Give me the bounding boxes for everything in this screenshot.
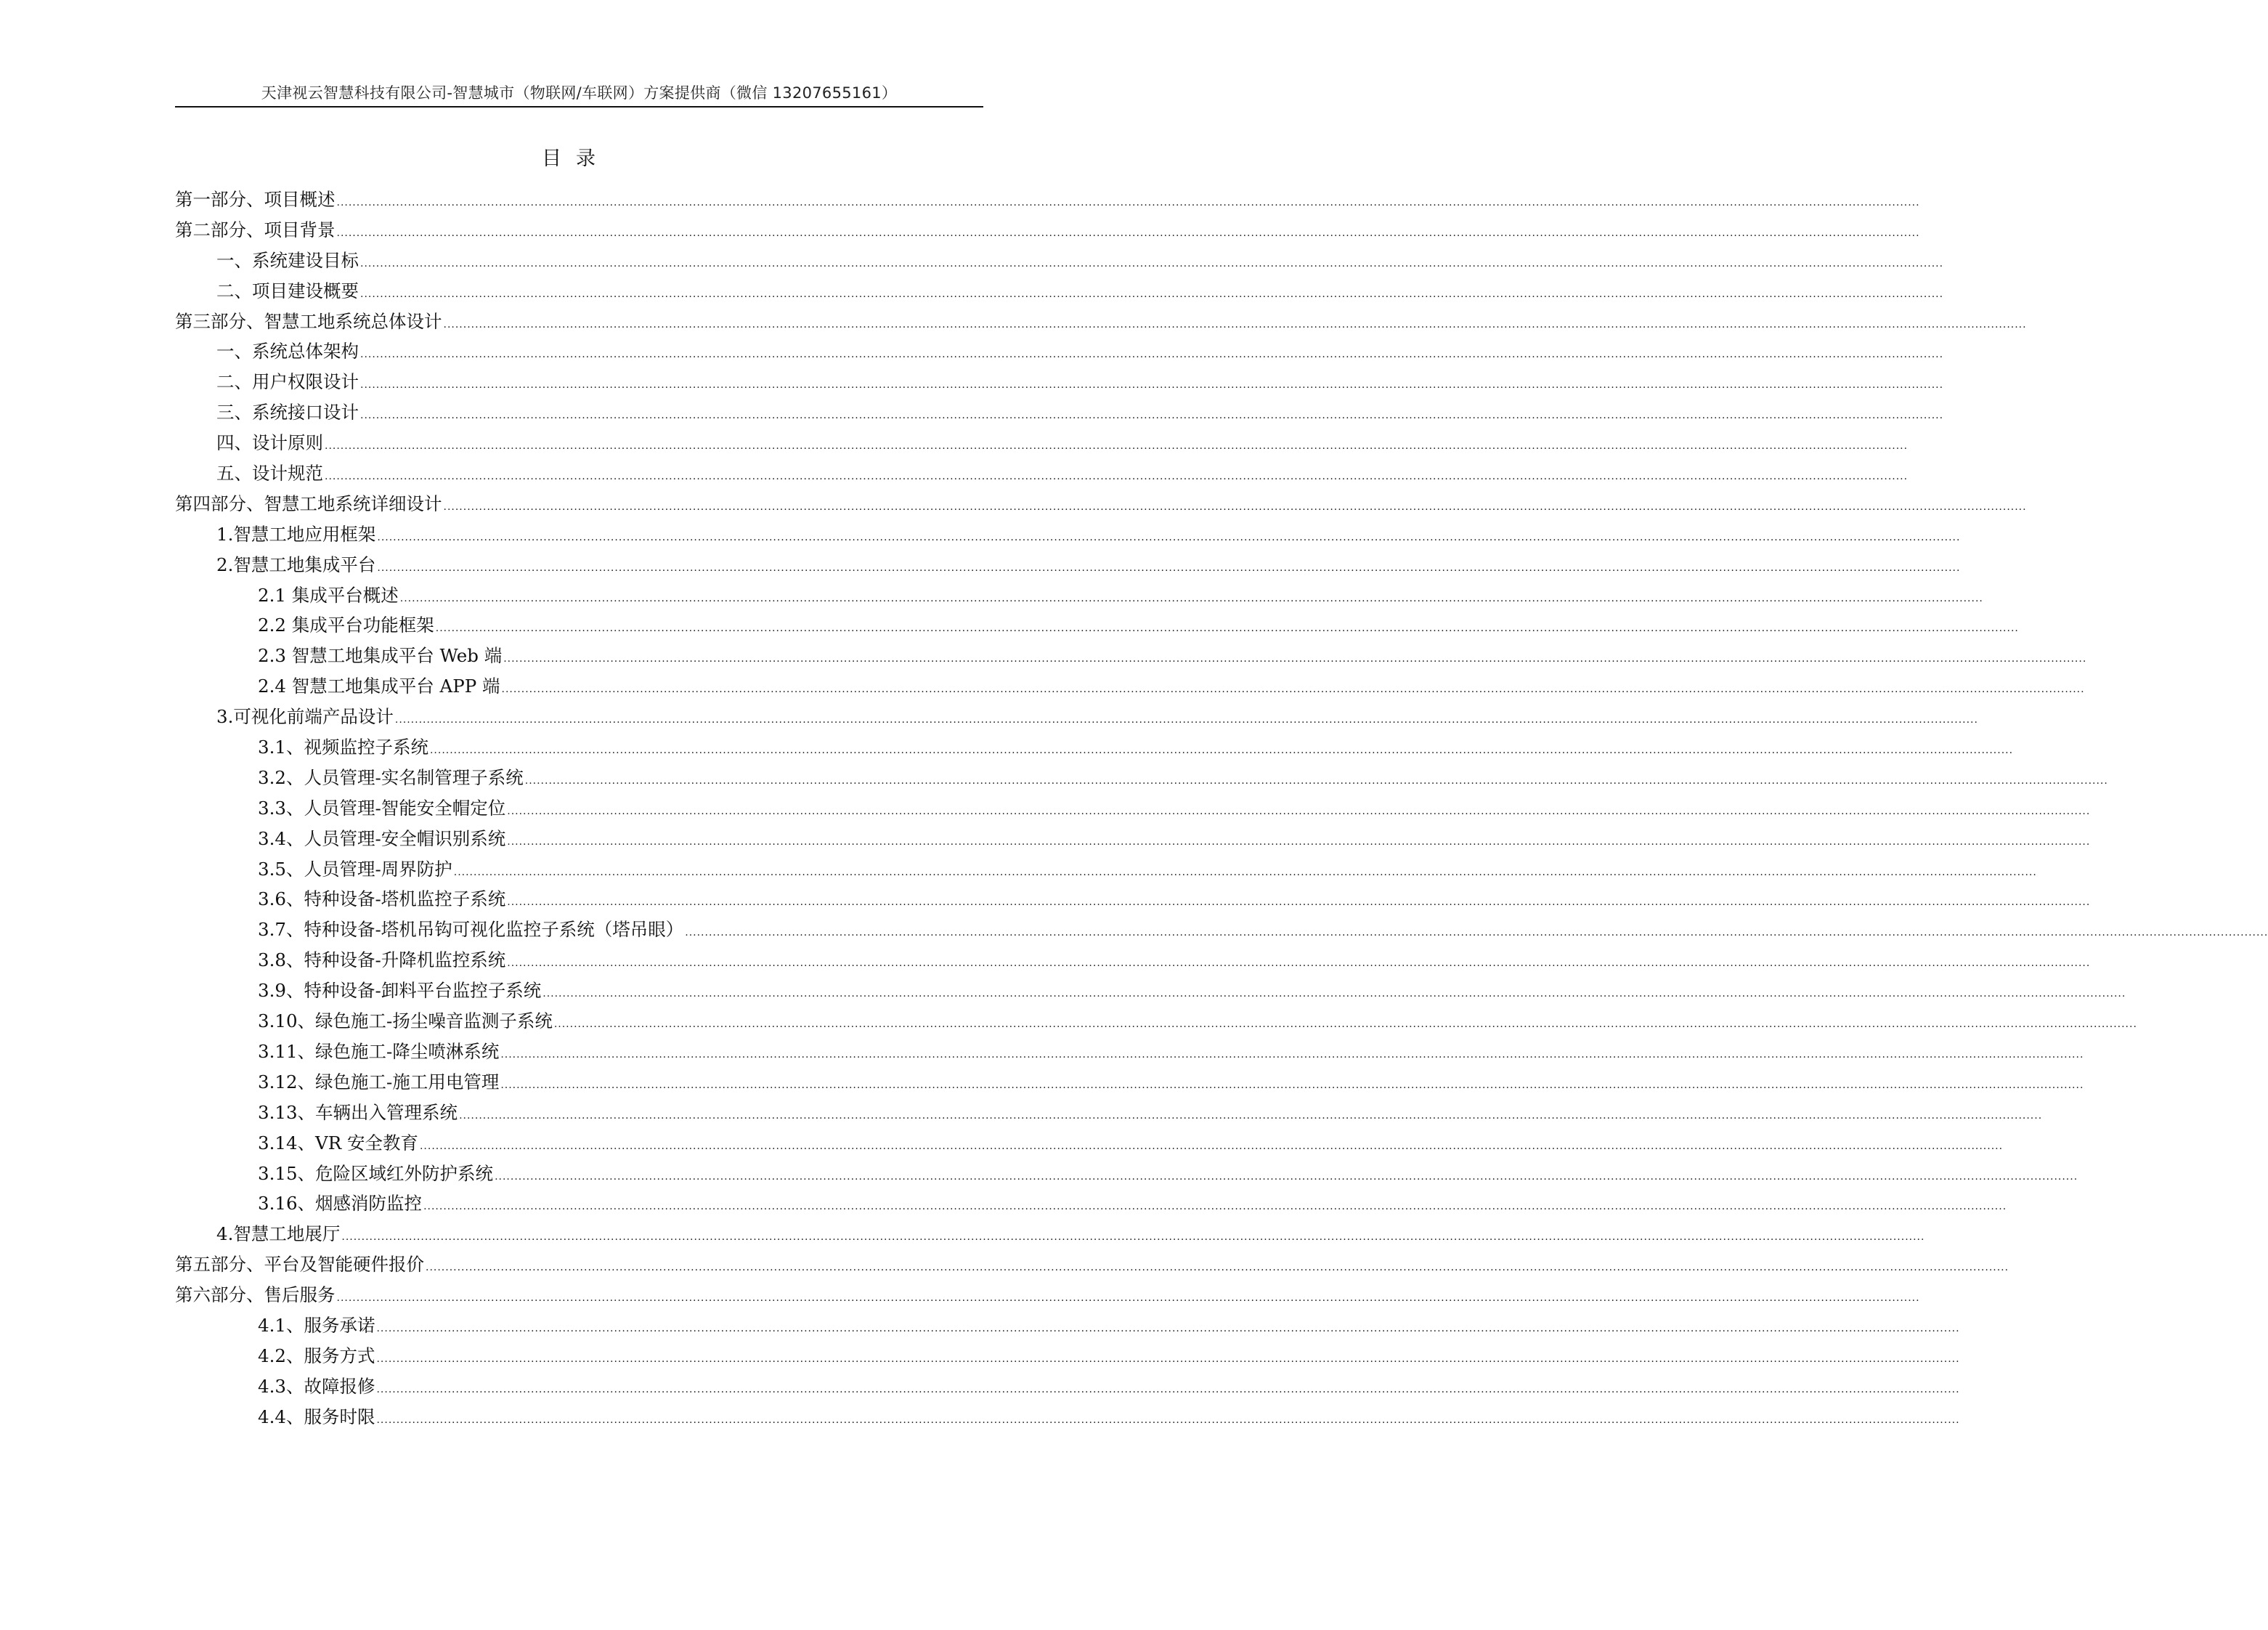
- toc-entry-label: 3.13、车辆出入管理系统: [258, 1101, 458, 1123]
- toc-entry-label: 4.3、故障报修: [258, 1375, 375, 1397]
- dot-leader: ................................................................................................................................................................................................................................................................................................................................................................................................................: [376, 1414, 1960, 1426]
- toc-entry-label: 2.1 集成平台概述: [258, 584, 399, 606]
- dot-leader: ................................................................................................................................................................................................................................................................................................................................................................................................................: [336, 1292, 1920, 1305]
- page-header: 天津视云智慧科技有限公司-智慧城市（物联网/车联网）方案提供商（微信 13207655161）: [261, 84, 898, 102]
- dot-leader: ................................................................................................................................................................................................................................................................................................................................................................................................................: [524, 774, 2108, 787]
- dot-leader: ................................................................................................................................................................................................................................................................................................................................................................................................................: [336, 197, 1920, 208]
- toc-entry-label: 一、系统总体架构: [216, 341, 359, 362]
- dot-leader: ................................................................................................................................................................................................................................................................................................................................................................................................................: [500, 1079, 2084, 1091]
- toc-entry-label: 2.3 智慧工地集成平台 Web 端: [258, 645, 503, 667]
- dot-leader: ................................................................................................................................................................................................................................................................................................................................................................................................................: [542, 988, 2126, 1000]
- dot-leader: ................................................................................................................................................................................................................................................................................................................................................................................................................: [376, 1322, 1960, 1334]
- toc-entry[interactable]: [175, 1220, 1925, 1251]
- toc-entry[interactable]: [175, 460, 1909, 490]
- toc-entry[interactable]: [175, 764, 2108, 795]
- toc-entry-label: 二、项目建设概要: [216, 280, 359, 301]
- toc-entry[interactable]: [175, 338, 1944, 368]
- toc-entry[interactable]: [175, 673, 2085, 703]
- dot-leader: ................................................................................................................................................................................................................................................................................................................................................................................................................: [500, 1048, 2084, 1061]
- toc-entry-label: 4.2、服务方式: [258, 1345, 375, 1366]
- dot-leader: ................................................................................................................................................................................................................................................................................................................................................................................................................: [336, 227, 1920, 239]
- dot-leader: ................................................................................................................................................................................................................................................................................................................................................................................................................: [503, 653, 2087, 665]
- toc-entry[interactable]: [175, 368, 1944, 399]
- dot-leader: ................................................................................................................................................................................................................................................................................................................................................................................................................: [341, 1231, 1925, 1244]
- dot-leader: ................................................................................................................................................................................................................................................................................................................................................................................................................: [377, 561, 1961, 574]
- toc-entry-label: 3.9、特种设备-卸料平台监控子系统: [258, 980, 542, 1002]
- dot-leader: ................................................................................................................................................................................................................................................................................................................................................................................................................: [360, 349, 1944, 361]
- dot-leader: ................................................................................................................................................................................................................................................................................................................................................................................................................: [394, 714, 1978, 726]
- dot-leader: ................................................................................................................................................................................................................................................................................................................................................................................................................: [685, 927, 2268, 939]
- toc-entry-label: 3.11、绿色施工-降尘喷淋系统: [258, 1040, 500, 1062]
- dot-leader: ................................................................................................................................................................................................................................................................................................................................................................................................................: [325, 440, 1909, 453]
- dot-leader: ................................................................................................................................................................................................................................................................................................................................................................................................................: [429, 745, 2014, 757]
- toc-entry-label: 3.3、人员管理-智能安全帽定位: [258, 797, 506, 819]
- dot-leader: ................................................................................................................................................................................................................................................................................................................................................................................................................: [443, 500, 2027, 513]
- dot-leader: ................................................................................................................................................................................................................................................................................................................................................................................................................: [453, 866, 2037, 878]
- toc-entry[interactable]: [175, 186, 1920, 216]
- toc-entry[interactable]: [175, 1251, 2009, 1281]
- dot-leader: ................................................................................................................................................................................................................................................................................................................................................................................................................: [459, 1109, 2043, 1122]
- toc-entry[interactable]: [175, 308, 2027, 338]
- toc-entry-label: 3.12、绿色施工-施工用电管理: [258, 1071, 500, 1092]
- toc-entry-label: 一、系统建设目标: [216, 249, 359, 271]
- toc-entry-label: 3.2、人员管理-实名制管理子系统: [258, 766, 524, 788]
- dot-leader: ................................................................................................................................................................................................................................................................................................................................................................................................................: [435, 623, 2019, 635]
- toc-entry[interactable]: [175, 551, 1961, 582]
- dot-leader: ................................................................................................................................................................................................................................................................................................................................................................................................................: [376, 1353, 1960, 1365]
- toc-entry[interactable]: [175, 247, 1944, 277]
- toc-entry-label: 3.5、人员管理-周界防护: [258, 858, 452, 880]
- dot-leader: ................................................................................................................................................................................................................................................................................................................................................................................................................: [507, 835, 2091, 848]
- toc-entry-label: 第二部分、项目背景: [175, 219, 336, 240]
- toc-entry-label: 第三部分、智慧工地系统总体设计: [175, 310, 442, 332]
- toc-entry[interactable]: [175, 1099, 2043, 1130]
- dot-leader: ................................................................................................................................................................................................................................................................................................................................................................................................................: [360, 379, 1944, 392]
- toc-entry-label: 3.6、特种设备-塔机监控子系统: [258, 888, 506, 910]
- dot-leader: ................................................................................................................................................................................................................................................................................................................................................................................................................: [507, 896, 2091, 909]
- toc-entry-label: 3.1、视频监控子系统: [258, 737, 428, 758]
- toc-entry-label: 第六部分、售后服务: [175, 1284, 336, 1306]
- toc-entry[interactable]: [175, 885, 2091, 916]
- dot-leader: ................................................................................................................................................................................................................................................................................................................................................................................................................: [360, 410, 1944, 422]
- dot-leader: ................................................................................................................................................................................................................................................................................................................................................................................................................: [360, 288, 1944, 300]
- toc-entry[interactable]: [175, 521, 1961, 551]
- dot-leader: ................................................................................................................................................................................................................................................................................................................................................................................................................: [419, 1140, 2004, 1152]
- dot-leader: ................................................................................................................................................................................................................................................................................................................................................................................................................: [553, 1018, 2137, 1031]
- toc-entry-label: 四、设计原则: [216, 432, 323, 454]
- toc-entry[interactable]: [175, 1069, 2084, 1099]
- dot-leader: ................................................................................................................................................................................................................................................................................................................................................................................................................: [376, 1383, 1960, 1395]
- toc-entry-label: 第一部分、项目概述: [175, 189, 336, 210]
- dot-leader: ................................................................................................................................................................................................................................................................................................................................................................................................................: [399, 592, 1983, 604]
- toc-entry[interactable]: [175, 856, 2037, 886]
- toc-entry-label: 3.10、绿色施工-扬尘噪音监测子系统: [258, 1010, 553, 1032]
- dot-leader: ................................................................................................................................................................................................................................................................................................................................................................................................................: [495, 1170, 2078, 1183]
- toc-entry[interactable]: [175, 946, 2091, 977]
- toc-entry[interactable]: [175, 1038, 2084, 1069]
- toc-entry-label: 五、设计规范: [216, 463, 323, 484]
- toc-entry-label: 3.14、VR 安全教育: [258, 1132, 418, 1153]
- toc-entry[interactable]: [175, 1281, 1920, 1312]
- dot-leader: ................................................................................................................................................................................................................................................................................................................................................................................................................: [507, 957, 2091, 970]
- toc-entry-label: 2.4 智慧工地集成平台 APP 端: [258, 676, 500, 697]
- dot-leader: ................................................................................................................................................................................................................................................................................................................................................................................................................: [423, 1201, 2007, 1213]
- toc-entry-label: 第四部分、智慧工地系统详细设计: [175, 492, 442, 514]
- toc-entry-label: 3.15、危险区域红外防护系统: [258, 1162, 494, 1184]
- dot-leader: ................................................................................................................................................................................................................................................................................................................................................................................................................: [443, 318, 2027, 331]
- toc-entry[interactable]: [175, 277, 1944, 308]
- toc-entry[interactable]: [175, 1007, 2137, 1038]
- toc-entry[interactable]: [175, 1373, 1960, 1403]
- toc-entry[interactable]: [175, 1130, 2004, 1160]
- toc-entry[interactable]: [175, 1312, 1960, 1342]
- toc-entry[interactable]: [175, 1403, 1960, 1434]
- toc-entry-label: 第五部分、平台及智能硬件报价: [175, 1254, 424, 1276]
- toc-entry-label: 4.1、服务承诺: [258, 1314, 375, 1336]
- dot-leader: ................................................................................................................................................................................................................................................................................................................................................................................................................: [507, 805, 2091, 817]
- toc-entry-label: 3.可视化前端产品设计: [216, 706, 394, 728]
- toc-entry[interactable]: [175, 734, 2014, 764]
- dot-leader: ................................................................................................................................................................................................................................................................................................................................................................................................................: [501, 684, 2085, 696]
- toc-entry[interactable]: [175, 825, 2091, 856]
- toc-entry-label: 3.8、特种设备-升降机监控系统: [258, 949, 506, 971]
- toc-entry[interactable]: [175, 916, 2268, 946]
- dot-leader: ................................................................................................................................................................................................................................................................................................................................................................................................................: [377, 531, 1961, 543]
- toc-entry[interactable]: [175, 399, 1944, 429]
- toc-entry[interactable]: [175, 1190, 2007, 1220]
- toc-entry[interactable]: [175, 429, 1909, 460]
- toc-entry-label: 三、系统接口设计: [216, 402, 359, 423]
- header-divider: [175, 106, 983, 108]
- toc-entry-label: 4.智慧工地展厅: [216, 1223, 341, 1245]
- dot-leader: ................................................................................................................................................................................................................................................................................................................................................................................................................: [426, 1262, 2009, 1274]
- toc-entry-label: 3.4、人员管理-安全帽识别系统: [258, 827, 506, 849]
- dot-leader: ................................................................................................................................................................................................................................................................................................................................................................................................................: [325, 471, 1909, 483]
- dot-leader: ................................................................................................................................................................................................................................................................................................................................................................................................................: [360, 257, 1944, 269]
- toc-entry-label: 3.16、烟感消防监控: [258, 1193, 423, 1215]
- toc-entry[interactable]: [175, 795, 2091, 825]
- toc-entry[interactable]: [175, 703, 1978, 734]
- toc-entry-label: 2.2 集成平台功能框架: [258, 615, 434, 636]
- toc-entry[interactable]: [175, 977, 2126, 1007]
- toc-entry-label: 3.7、特种设备-塔机吊钩可视化监控子系统（塔吊眼）: [258, 919, 684, 941]
- toc-entry[interactable]: [175, 490, 2027, 521]
- toc-entry[interactable]: [175, 1342, 1960, 1373]
- table-of-contents: [175, 186, 2268, 1434]
- toc-entry[interactable]: [175, 216, 1920, 247]
- toc-entry-label: 2.智慧工地集成平台: [216, 554, 376, 575]
- toc-entry[interactable]: [175, 582, 1983, 612]
- toc-title: 目录: [542, 147, 610, 170]
- toc-entry-label: 1.智慧工地应用框架: [216, 523, 376, 545]
- toc-entry[interactable]: [175, 612, 2019, 642]
- toc-entry[interactable]: [175, 1160, 2078, 1191]
- toc-entry-label: 二、用户权限设计: [216, 371, 359, 393]
- toc-entry-label: 4.4、服务时限: [258, 1406, 375, 1427]
- toc-entry[interactable]: [175, 642, 2087, 673]
